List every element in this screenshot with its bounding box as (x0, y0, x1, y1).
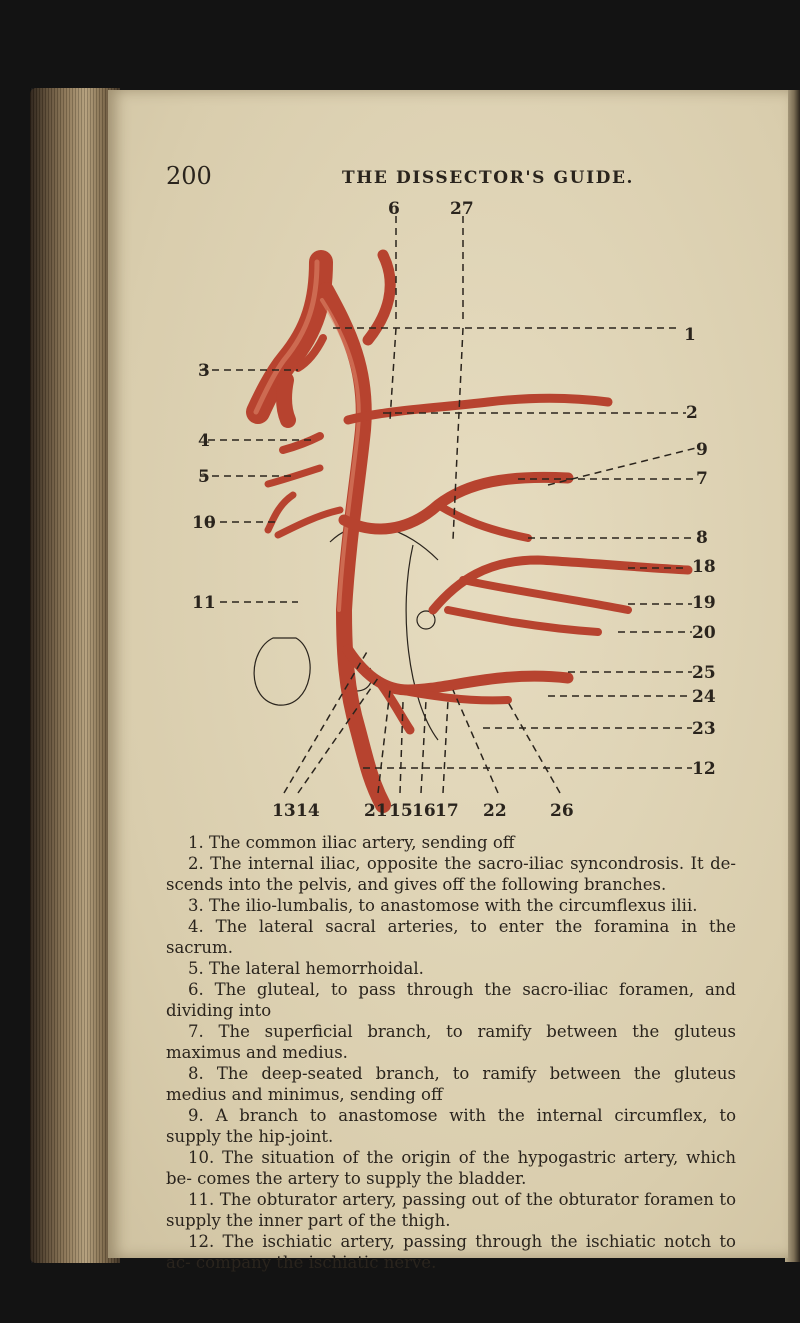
legend-item-12: 12. The ischiatic artery, passing through the ischiatic notch to ac- company the ischiatic nerve. (166, 1232, 736, 1272)
label-7: 7 (696, 469, 708, 489)
label-3: 3 (198, 361, 210, 381)
label-8: 8 (696, 528, 708, 548)
label-13: 13 (272, 801, 296, 821)
label-5: 5 (198, 467, 210, 487)
legend-item-1: 1. The common iliac artery, sending off (188, 833, 515, 852)
figure-legend (166, 832, 736, 1273)
page-number: 200 (166, 162, 212, 190)
label-23: 23 (692, 719, 716, 739)
legend-item-3: 3. The ilio-lumbalis, to anastomose with the circumflexus ilii. (188, 896, 698, 915)
label-21: 21 (364, 801, 388, 821)
label-14: 14 (296, 801, 320, 821)
iliac-artery-figure (108, 90, 788, 850)
label-27: 27 (450, 199, 474, 219)
label-19: 19 (692, 593, 716, 613)
label-17: 17 (435, 801, 459, 821)
label-6: 6 (388, 199, 400, 219)
legend-item-4: 4. The lateral sacral arteries, to enter the foramina in the sacrum. (166, 917, 736, 957)
book-spine-edge (30, 88, 120, 1263)
book-page (108, 90, 788, 1272)
legend-item-9: 9. A branch to anastomose with the internal circumflex, to supply the hip-joint. (166, 1106, 736, 1146)
legend-item-7: 7. The superficial branch, to ramify between the gluteus maximus and medius. (166, 1022, 736, 1062)
legend-item-2: 2. The internal iliac, opposite the sacro-iliac syncondrosis. It de- scends into the pelvis, and gives off the following branches. (166, 854, 736, 894)
legend-item-6: 6. The gluteal, to pass through the sacro-iliac foramen, and dividing into (166, 980, 736, 1020)
label-2: 2 (686, 403, 698, 423)
label-18: 18 (692, 557, 716, 577)
label-1: 1 (684, 325, 696, 345)
legend-item-10: 10. The situation of the origin of the hypogastric artery, which be- comes the artery to supply the bladder. (166, 1148, 736, 1188)
label-22: 22 (483, 801, 507, 821)
label-9: 9 (696, 440, 708, 460)
label-16: 16 (412, 801, 436, 821)
legend-item-8: 8. The deep-seated branch, to ramify between the gluteus medius and minimus, sending off (166, 1064, 736, 1104)
label-10: 10 (192, 513, 216, 533)
label-26: 26 (550, 801, 574, 821)
legend-item-11: 11. The obturator artery, passing out of the obturator foramen to supply the inner part of the thigh. (166, 1190, 736, 1230)
label-15: 15 (389, 801, 413, 821)
label-11: 11 (192, 593, 216, 613)
legend-item-5: 5. The lateral hemorrhoidal. (188, 959, 424, 978)
label-24: 24 (692, 687, 716, 707)
label-4: 4 (198, 431, 210, 451)
running-title: THE DISSECTOR'S GUIDE. (342, 168, 635, 188)
label-25: 25 (692, 663, 716, 683)
label-12: 12 (692, 759, 716, 779)
arteries (256, 255, 688, 805)
label-20: 20 (692, 623, 716, 643)
